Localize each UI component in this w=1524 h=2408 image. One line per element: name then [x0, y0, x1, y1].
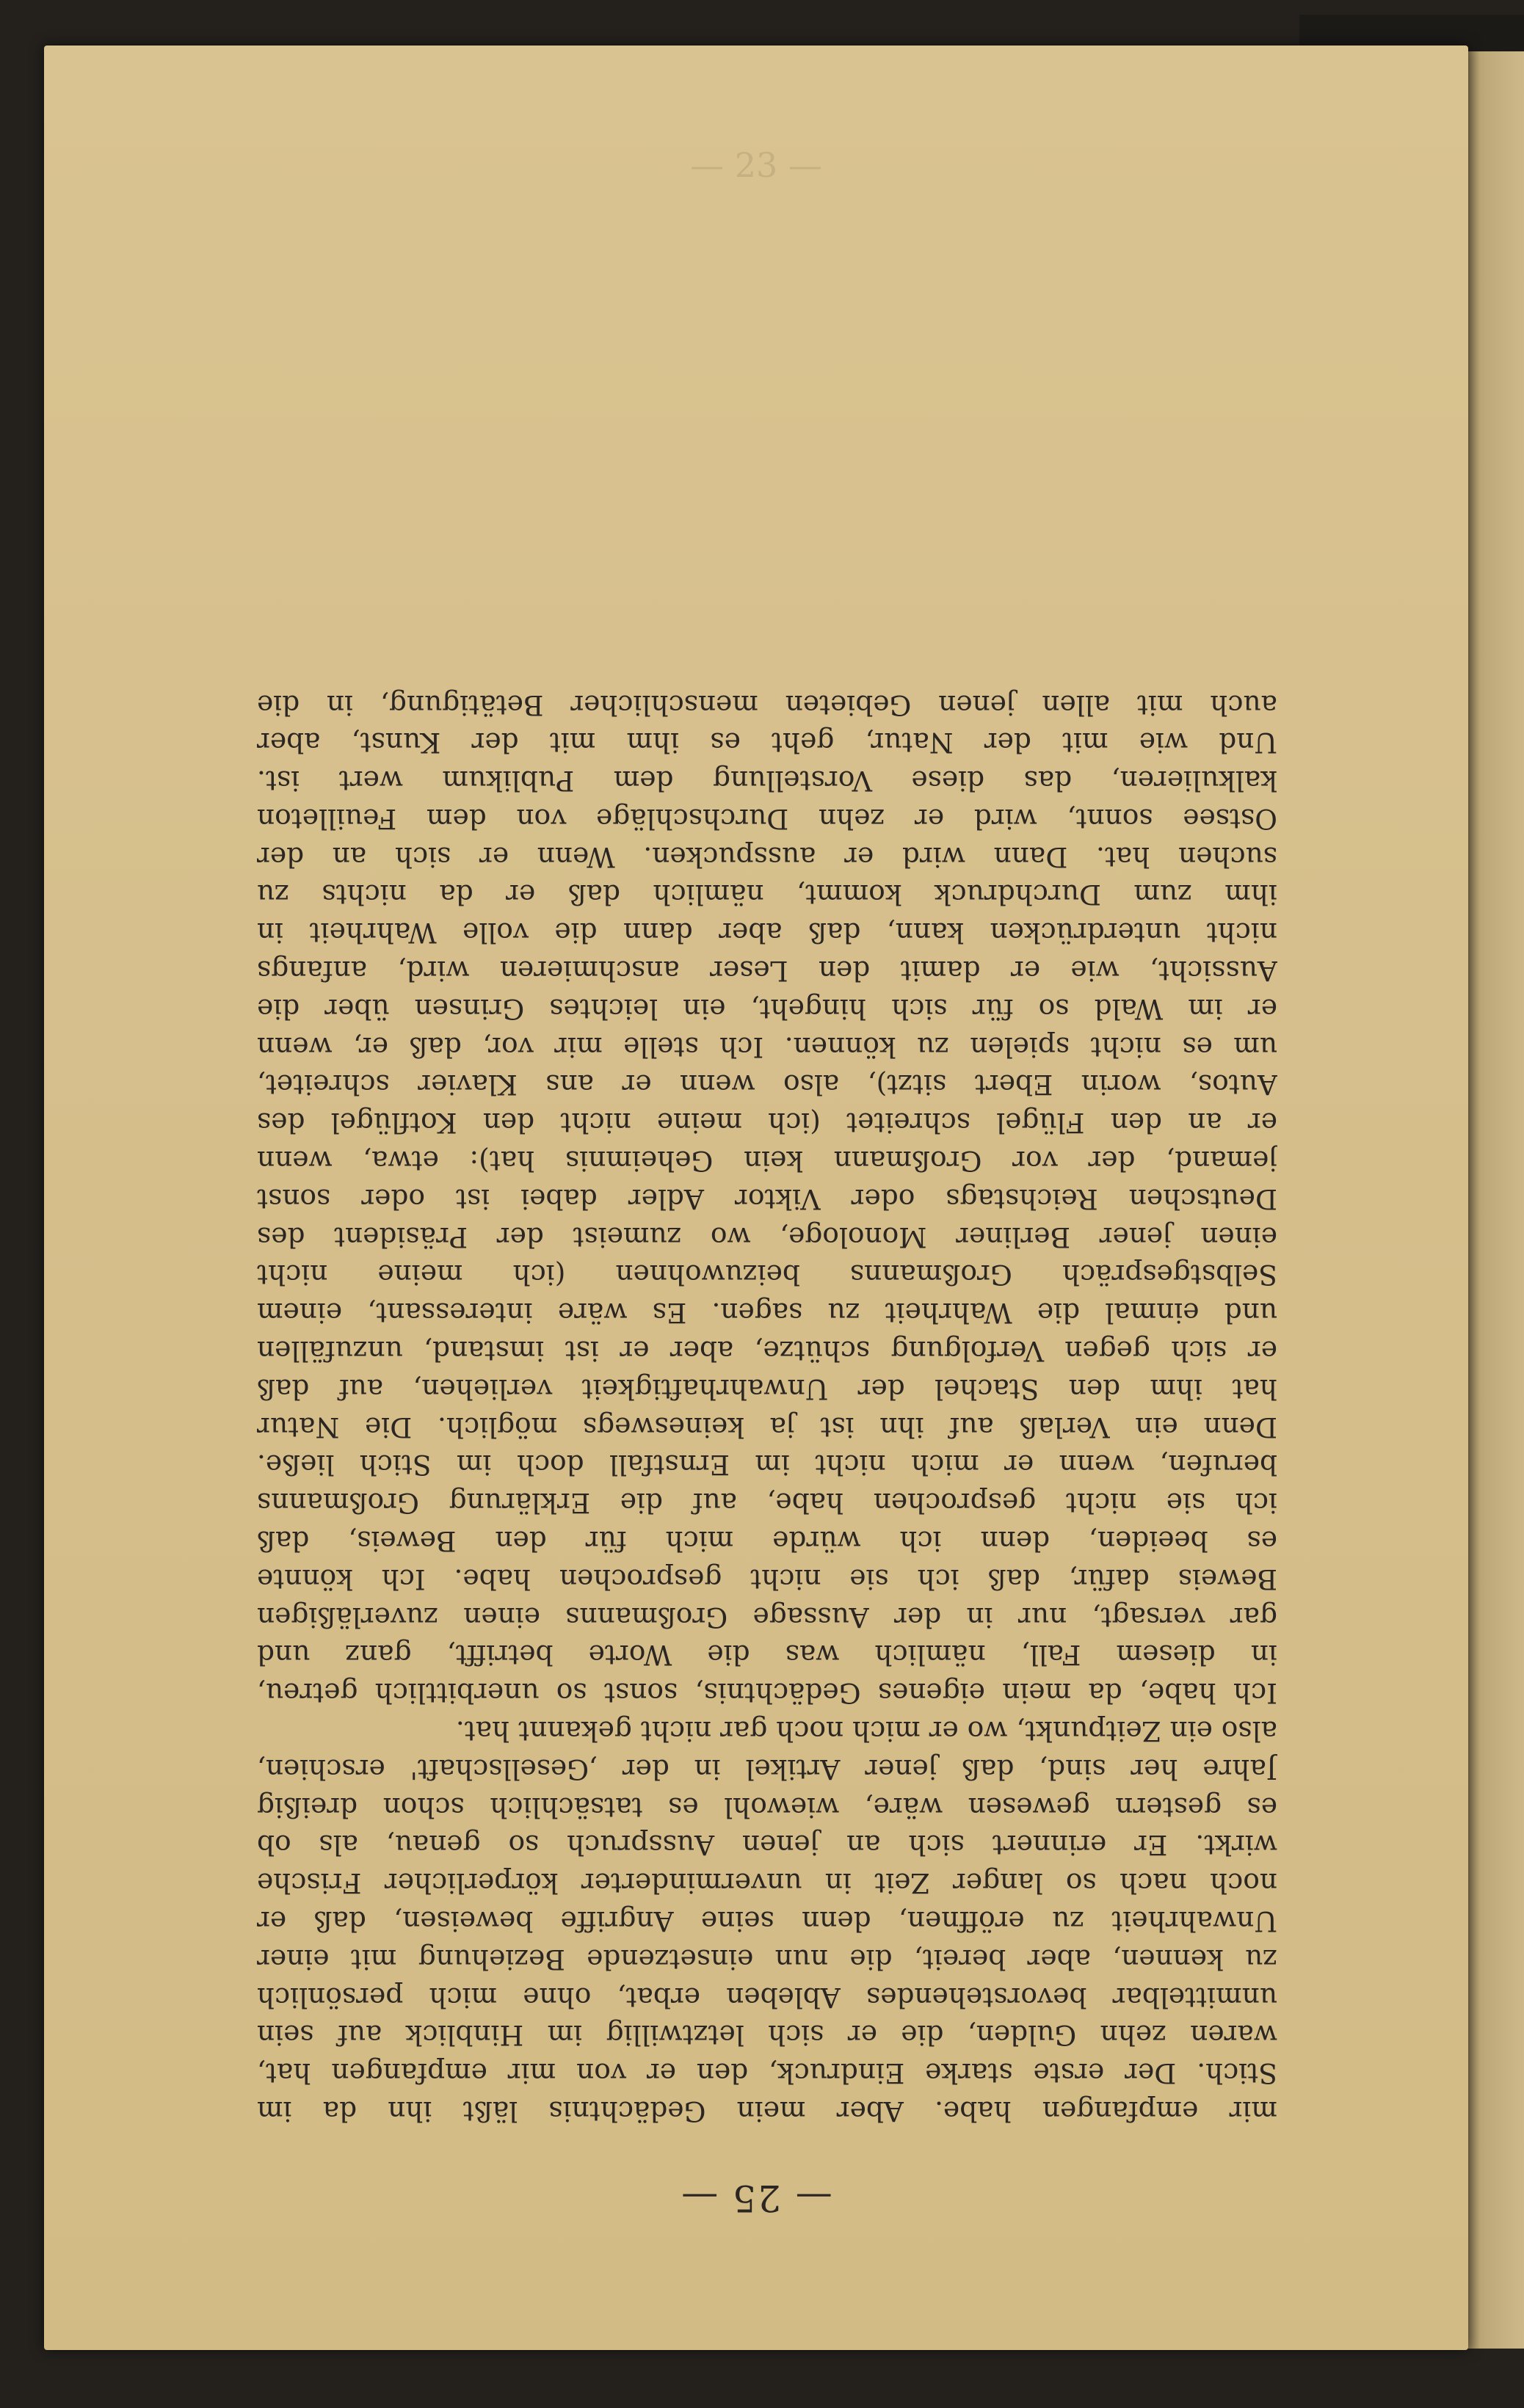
text-line: also ein Zeitpunkt, wo er mich noch gar nicht gekannt hat. — [455, 1715, 1277, 1748]
text-line: er im Wald so für sich hingeht, ein leichtes Grinsen über die — [257, 992, 1277, 1025]
text-line: Unwahrheit zu eröffnen, denn seine Angriffe beweisen, daß er — [257, 1905, 1277, 1938]
text-line: nicht unterdrücken kann, daß aber dann die volle Wahrheit in — [257, 917, 1277, 950]
text-line: waren zehn Gulden, die er sich letztwillig im Hinblick auf sein — [257, 2019, 1277, 2052]
text-line: Und wie mit der Natur, geht es ihm mit der Kunst, aber — [257, 727, 1277, 760]
text-line: Deutschen Reichstags oder Viktor Adler dabei ist oder sonst — [257, 1182, 1277, 1215]
text-line: Jahre her sind, daß jener Artikel in der ‚Gesellschaft' erschien, — [257, 1753, 1277, 1786]
text-line: er an den Flügel schreitet (ich meine nicht den Kotflügel des — [257, 1107, 1277, 1140]
text-line: und einmal die Wahrheit zu sagen. Es wäre interessant, einem — [257, 1297, 1277, 1330]
text-line: es beeiden, denn ich würde mich für den Beweis, daß — [257, 1525, 1277, 1558]
text-line: ihm zum Durchdruck kommt, nämlich daß er da nichts zu — [257, 879, 1277, 912]
text-line: berufen, wenn er mich nicht im Ernstfall doch im Stich ließe. — [257, 1449, 1277, 1482]
text-line: noch nach so langer Zeit in unverminderter körperlicher Frische — [257, 1867, 1277, 1900]
text-line: kalkulieren, das diese Vorstellung dem Publikum wert ist. — [257, 765, 1277, 798]
text-line: ich sie nicht gesprochen habe, auf die Erklärung Großmanns — [257, 1487, 1277, 1520]
body-text — [257, 685, 1277, 2130]
text-line: zu kennen, aber bereit, die nun einsetzende Beziehung mit einer — [257, 1943, 1277, 1976]
text-line: Beweis dafür, daß ich sie nicht gesprochen habe. Ich könnte — [257, 1563, 1277, 1596]
text-line: jemand, der vor Großmann kein Geheimnis hat): etwa, wenn — [257, 1145, 1277, 1178]
text-line: Stich. Der erste starke Eindruck, den er von mir empfangen hat, — [257, 2057, 1277, 2090]
text-line: mir empfangen habe. Aber mein Gedächtnis läßt ihn da im — [257, 2095, 1277, 2128]
text-line: gar versagt, nur in der Aussage Großmanns einen zuverläßigen — [257, 1601, 1277, 1634]
text-line: Autos, worin Ebert sitzt), also wenn er ans Klavier schreitet, — [257, 1069, 1277, 1102]
text-line: suchen hat. Dann wird er ausspucken. Wenn er sich an der — [257, 840, 1277, 873]
bleed-through-page-number: — 23 — — [690, 145, 822, 185]
text-line: hat ihm den Stachel der Unwahrhaftigkeit verliehen, auf daß — [257, 1372, 1277, 1405]
text-line: Denn ein Verlaß auf ihn ist ja keineswegs möglich. Die Natur — [257, 1411, 1277, 1444]
text-line: Aussicht, wie er damit den Leser anschmieren wird, anfangs — [257, 955, 1277, 988]
text-line: er sich gegen Verfolgung schütze, aber er ist imstand, unzufällen — [257, 1335, 1277, 1368]
page-number: — 25 — — [680, 2177, 832, 2219]
facing-page-edge — [1461, 51, 1524, 2349]
text-line: einen jener Berliner Monologe, wo zumeist der Präsident des — [257, 1221, 1277, 1254]
text-line: in diesem Fall, nämlich was die Worte betrifft, ganz und — [257, 1639, 1277, 1672]
text-line: Ostsee sonnt, wird er zehn Durchschläge von dem Feuilleton — [257, 802, 1277, 835]
text-line: Selbstgespräch Großmanns beizuwohnen (ich meine nicht — [257, 1259, 1277, 1292]
text-line: Ich habe, da mein eigenes Gedächtnis, sonst so unerbittlich getreu, — [257, 1677, 1277, 1710]
book-page-rotated — [44, 46, 1468, 2350]
text-line: wirkt. Er erinnert sich an jenen Ausspruch so genau, als ob — [257, 1829, 1277, 1862]
text-line: auch mit allen jenen Gebieten menschlicher Betätigung, in die — [257, 688, 1277, 721]
text-line: unmittelbar bevorstehendes Ableben erbat, ohne mich persönlich — [257, 1981, 1277, 2014]
text-line: es gestern gewesen wäre, wiewohl es tatsächlich schon dreißig — [257, 1791, 1277, 1824]
text-line: um es nicht spielen zu können. Ich stelle mir vor, daß er, wenn — [257, 1030, 1277, 1063]
